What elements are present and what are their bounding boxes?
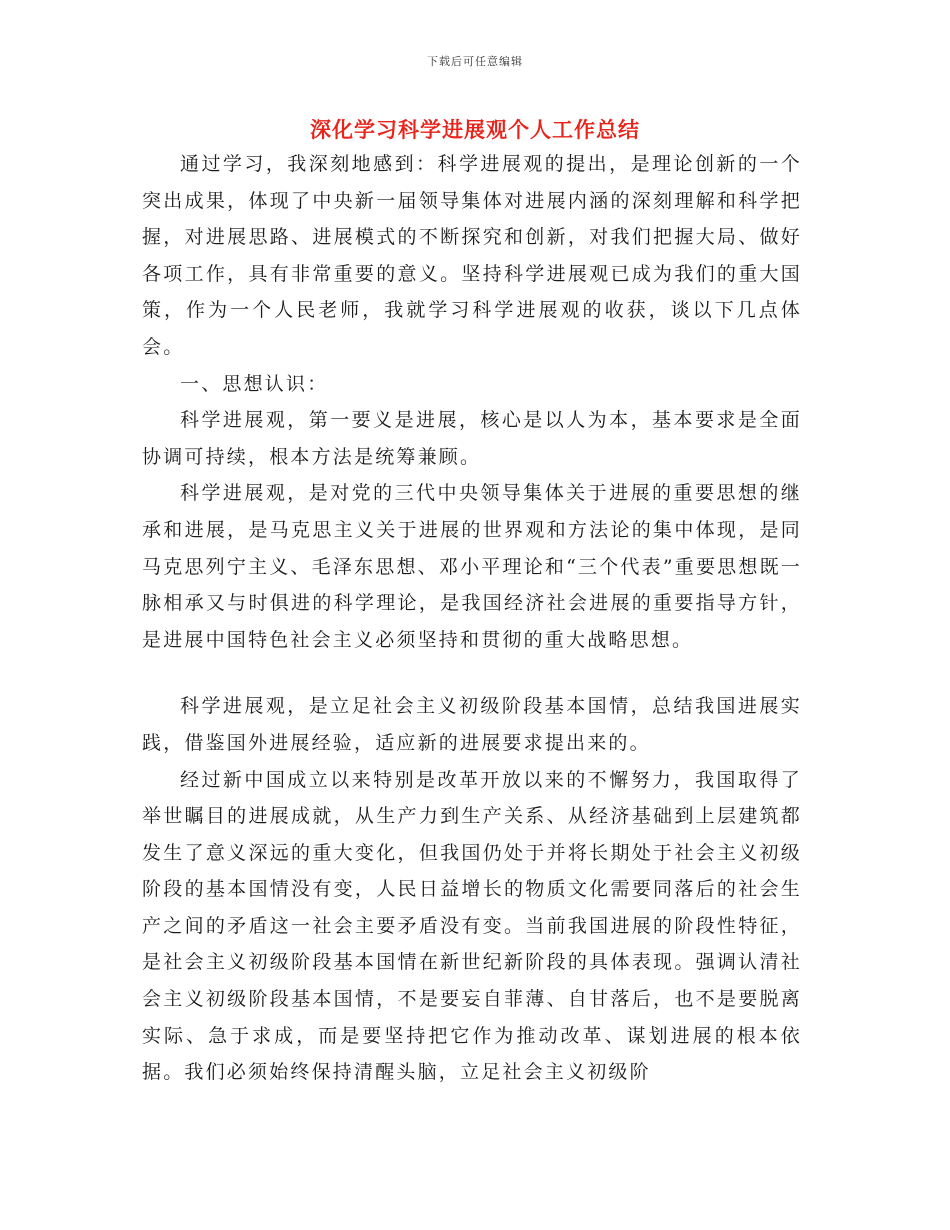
document-body — [142, 146, 802, 1091]
document-title: 深化学习科学进展观个人工作总结 — [310, 118, 640, 142]
paragraph: 科学进展观，是立足社会主义初级阶段基本国情，总结我国进展实践，借鉴国外进展经验，适应新的进展要求提出来的。 — [142, 695, 802, 754]
paragraph-intro: 通过学习，我深刻地感到：科学进展观的提出，是理论创新的一个突出成果，体现了中央新一届领导集体对进展内涵的深刻理解和科学把握，对进展思路、进展模式的不断探究和创新，对我们把握大局、做好各项工作，具有非常重要的意义。坚持科学进展观已成为我们的重大国策，作为一个人民老师，我就学习科学进展观的收获，谈以下几点体会。 — [142, 153, 802, 358]
section-heading: 一、思想认识： — [180, 372, 329, 395]
header-note: 下载后可任意编辑 — [427, 55, 523, 68]
paragraph: 经过新中国成立以来特别是改革开放以来的不懈努力，我国取得了举世瞩目的进展成就，从生产力到生产关系、从经济基础到上层建筑都发生了意义深远的重大变化，但我国仍处于并将长期处于社会主义初级阶段的基本国情没有变，人民日益增长的物质文化需要同落后的社会生产之间的矛盾这一社会主要矛盾没有变。当前我国进展的阶段性特征，是社会主义初级阶段基本国情在新世纪新阶段的具体表现。强调认清社会主义初级阶段基本国情，不是要妄自菲薄、自甘落后，也不是要脱离实际、急于求成，而是要坚持把它作为推动改革、谋划进展的根本依据。我们必须始终保持清醒头脑，立足社会主义初级阶 — [142, 768, 802, 1084]
paragraph: 科学进展观，是对党的三代中央领导集体关于进展的重要思想的继承和进展，是马克思主义关于进展的世界观和方法论的集中体现，是同马克思列宁主义、毛泽东思想、邓小平理论和“三个代表”重要思想既一脉相承又与时俱进的科学理论，是我国经济社会进展的重要指导方针，是进展中国特色社会主义必须坚持和贯彻的重大战略思想。 — [142, 482, 802, 651]
paragraph: 科学进展观，第一要义是进展，核心是以人为本，基本要求是全面协调可持续，根本方法是统筹兼顾。 — [142, 409, 802, 468]
